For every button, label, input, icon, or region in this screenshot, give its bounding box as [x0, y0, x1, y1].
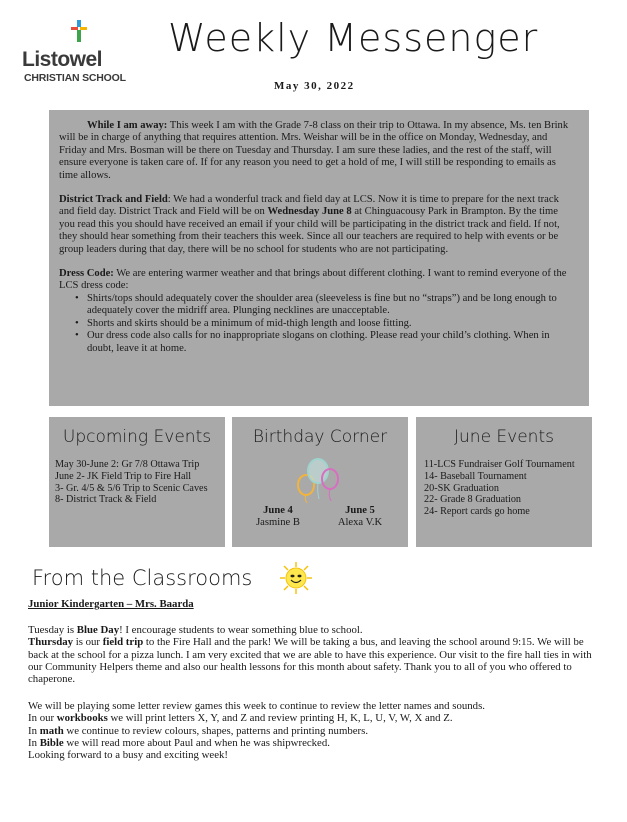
logo-subtitle: CHRISTIAN SCHOOL: [24, 72, 126, 84]
track-text: : We had a wonderful track and field day at LCS. Now it is time to prepare for the next track and field day. District Track and Field will be on: [59, 194, 559, 218]
away-paragraph: [59, 120, 575, 182]
june-events-box: [416, 417, 592, 547]
list-item: June 2- JK Field Trip to Fire Hall: [55, 470, 192, 482]
field-trip-paragraph: [28, 636, 603, 685]
jk-section-2: [28, 700, 603, 761]
track-date: Wednesday June 8: [267, 206, 352, 218]
text: we will read more about Paul and when he was shipwrecked.: [63, 736, 330, 749]
list-item: 24- Report cards go home: [424, 506, 530, 518]
upcoming-events-title: Upcoming Events: [62, 427, 212, 447]
jk-heading: Junior Kindergarten – Mrs. Baarda: [28, 598, 194, 610]
text: In our: [28, 712, 57, 725]
list-item: May 30-June 2: Gr 7/8 Ottawa Trip: [55, 459, 200, 470]
newsletter-date: May 30, 2022: [274, 80, 355, 92]
text: we will print letters X, Y, and Z and review printing H, K, L, U, V, W, X and Z.: [107, 712, 453, 725]
text-bold: field trip: [102, 636, 144, 649]
principal-message-box: [49, 110, 589, 406]
text: In: [28, 724, 40, 737]
dress-heading: Dress Code:: [59, 268, 114, 280]
list-item: 20-SK Graduation: [424, 482, 499, 494]
closing-paragraph: Looking forward to a busy and exciting week!: [28, 749, 228, 762]
text: In: [28, 736, 40, 749]
birthday-date: June 4: [263, 505, 293, 516]
classrooms-heading: From the Classrooms: [32, 566, 253, 590]
birthday-corner-box: [232, 417, 408, 547]
track-text-2: at Chinguacousy Park in Brampton. By the time you read this you should have received an email if your child will be participating in the district track and field. If not, they should hear something from their teachers this week. Since all our teachers are required to help with events or be group leaders during that day, there will be no school for students who are not participating.: [59, 206, 560, 255]
june-events-title: June Events: [454, 427, 554, 447]
birthday-entry: [334, 505, 386, 529]
birthday-date: June 5: [345, 505, 375, 516]
upcoming-events-box: [49, 417, 225, 547]
list-item: 14- Baseball Tournament: [424, 470, 527, 482]
list-item: • Shirts/tops should adequately cover the shoulder area (sleeveless is fine but no “straps”) and be long enough to adequately cover the midriff area. Plunging necklines are unacceptable.: [75, 293, 575, 318]
letter-review-paragraph: We will be playing some letter review games this week to continue to review the letter names and sounds.: [28, 700, 485, 712]
birthday-name: Jasmine B: [256, 517, 300, 528]
cross-logo-icon: [66, 18, 92, 44]
june-events-list: [416, 459, 592, 518]
balloons-icon: [288, 455, 352, 503]
track-paragraph: [59, 194, 575, 256]
sun-icon: [279, 561, 313, 595]
text-bold: Blue Day: [76, 624, 120, 636]
upcoming-events-list: [49, 459, 225, 506]
list-item: 11-LCS Fundraiser Golf Tournament: [424, 459, 575, 470]
text-bold: workbooks: [56, 712, 108, 725]
text: we continue to review colours, shapes, patterns and printing numbers.: [63, 724, 369, 737]
track-heading: District Track and Field: [59, 194, 168, 206]
blue-day-paragraph: [28, 624, 603, 636]
bible-paragraph: [28, 737, 603, 749]
text: Tuesday is: [28, 624, 77, 636]
workbooks-paragraph: [28, 712, 603, 724]
list-item: 8- District Track & Field: [55, 494, 157, 506]
birthday-entry: [254, 505, 302, 529]
birthday-corner-title: Birthday Corner: [252, 427, 388, 447]
text: to the Fire Hall and the park! We will be taking a bus, and leaving the school around 9:15. We will be back at the school for a pizza lunch. I am very excited that we are able to have this experience. Our visit to the fire hall ties in with our Community Helpers theme and also our health lessons for this month about safety. Thank you to all of you who offered to chaperone.: [28, 636, 592, 686]
dress-code-list: [75, 293, 575, 355]
dress-paragraph: [59, 268, 575, 293]
list-item: • Shorts and skirts should be a minimum of mid-thigh length and loose fitting.: [75, 318, 575, 330]
text-bold: Thursday: [28, 636, 74, 649]
jk-section: [28, 624, 603, 685]
text-bold: math: [39, 724, 64, 737]
text: ! I encourage students to wear something blue to school.: [119, 624, 363, 636]
school-logo: [22, 18, 132, 88]
list-item: 3- Gr. 4/5 & 5/6 Trip to Scenic Caves: [55, 482, 208, 494]
dress-text: We are entering warmer weather and that brings about different clothing. I want to remind everyone of the LCS dress code:: [59, 268, 567, 292]
text-bold: Bible: [39, 736, 64, 749]
list-item: • Our dress code also calls for no inappropriate slogans on clothing. Please read your child’s clothing. When in doubt, leave it at home.: [75, 330, 575, 355]
away-text: This week I am with the Grade 7-8 class on their trip to Ottawa. In my absence, Ms. ten Brink will be in charge of anything that requires attention. Mrs. Weishar will be in the office on Monday, Wednesday, and Friday and Mrs. Bosman will be there on Tuesday and Thursday. I am sure these ladies, and the rest of the staff, will ensure everyone is taken care of. If for any reason you need to get a hold of me, I will still be responding to emails as time allows.: [59, 120, 569, 181]
text: is our: [73, 636, 103, 649]
logo-name: Listowel: [22, 48, 103, 71]
math-paragraph: [28, 725, 603, 737]
list-item: 22- Grade 8 Graduation: [424, 494, 522, 506]
birthday-name: Alexa V.K: [337, 517, 383, 528]
newsletter-title: Weekly Messenger: [168, 16, 539, 60]
away-heading: While I am away:: [87, 120, 168, 131]
